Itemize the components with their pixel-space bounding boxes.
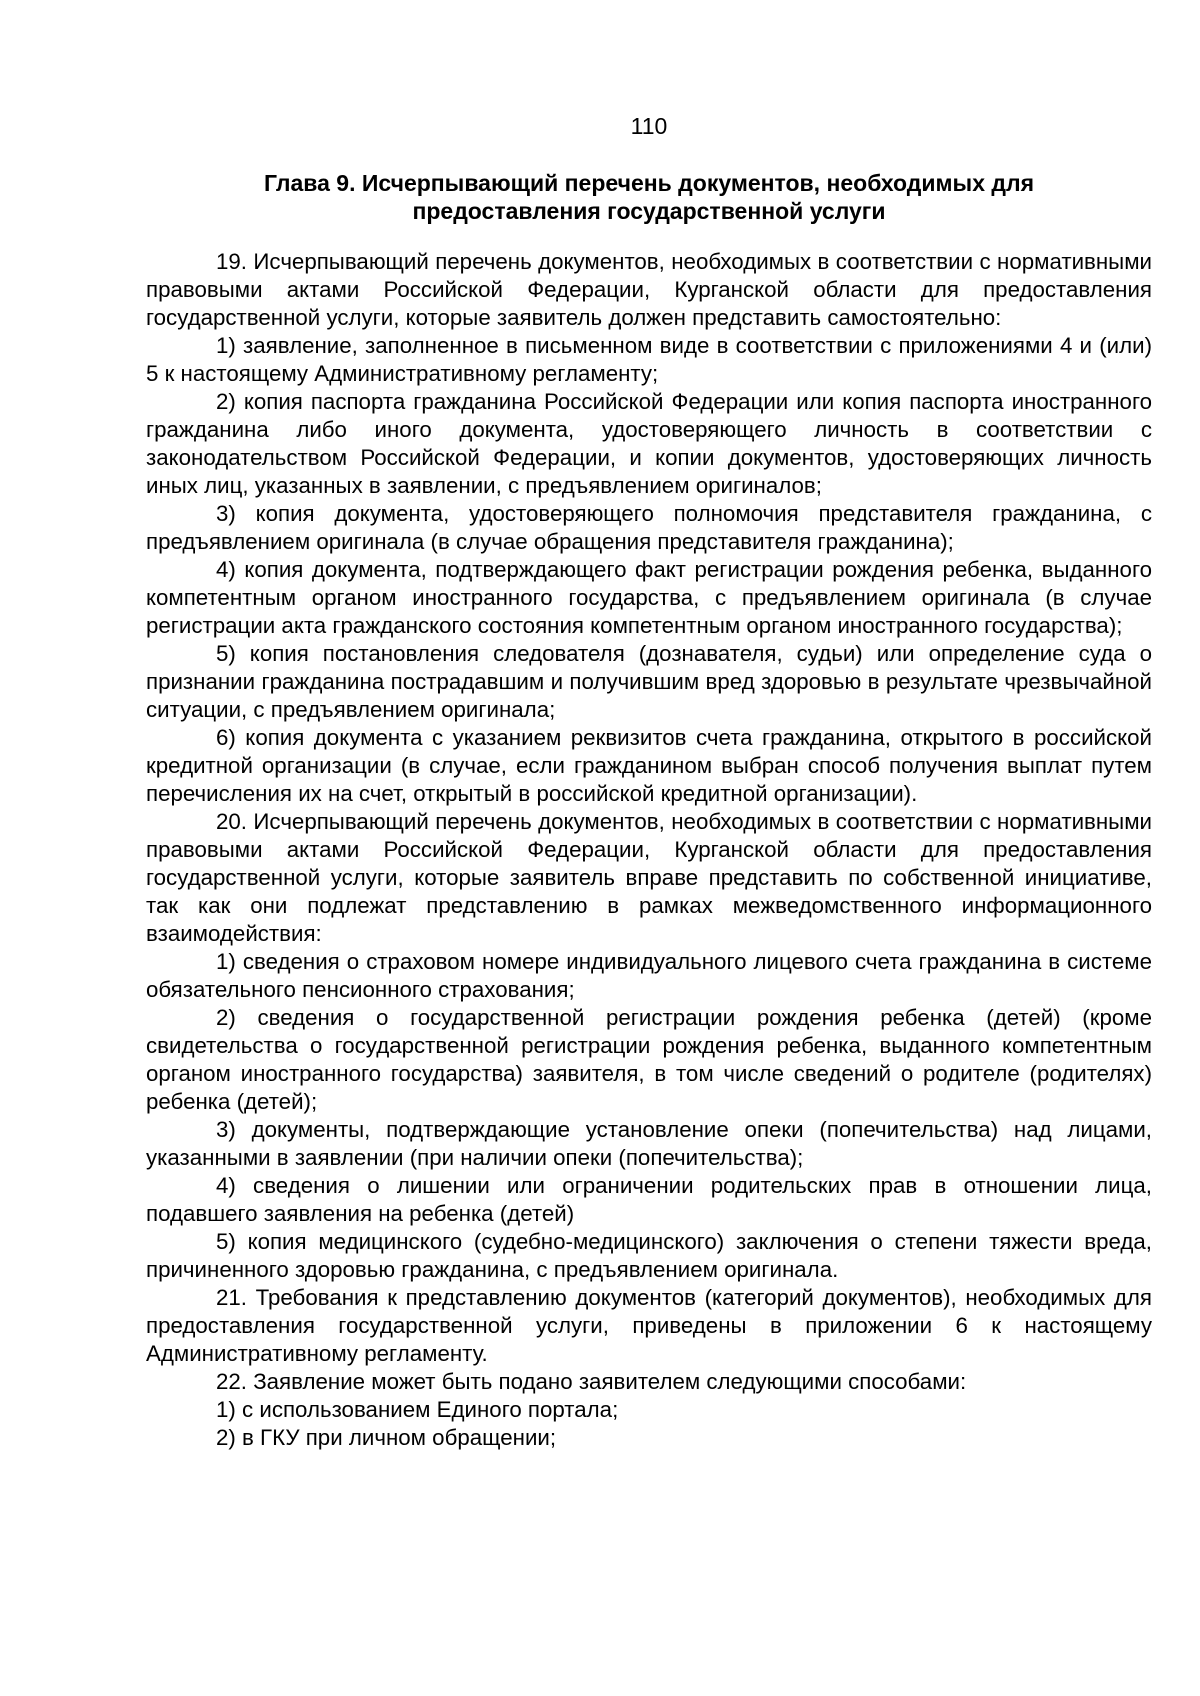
- paragraph-20-item-1: 1) сведения о страховом номере индивидуального лицевого счета гражданина в системе обязательного пенсионного страхования;: [146, 949, 1152, 1002]
- paragraph-19-item-2: 2) копия паспорта гражданина Российской Федерации или копия паспорта иностранного гражданина либо иного документа, удостоверяющего личность в соответствии с законодательством Российской Федерации, и копии документов, удостоверяющих личность иных лиц, указанных в заявлении, с предъявлением оригиналов;: [146, 389, 1152, 498]
- page-number: 110: [630, 113, 668, 139]
- paragraph-19-item-5: 5) копия постановления следователя (дознавателя, судьи) или определение суда о признании гражданина пострадавшим и получившим вред здоровью в результате чрезвычайной ситуации, с предъявлением оригинала;: [146, 641, 1152, 722]
- paragraph-22-item-1: 1) с использованием Единого портала;: [216, 1397, 619, 1422]
- document-body: [146, 248, 1152, 1452]
- paragraph-20-item-5: 5) копия медицинского (судебно-медицинского) заключения о степени тяжести вреда, причиненного здоровью гражданина, с предъявлением оригинала.: [146, 1229, 1152, 1282]
- paragraph-22: 22. Заявление может быть подано заявителем следующими способами:: [216, 1369, 967, 1394]
- paragraph-20: 20. Исчерпывающий перечень документов, необходимых в соответствии с нормативными правовыми актами Российской Федерации, Курганской области для предоставления государственной услуги, которые заявитель вправе представить по собственной инициативе, так как они подлежат представлению в рамках межведомственного информационного взаимодействия:: [146, 809, 1152, 946]
- paragraph-19-item-1: 1) заявление, заполненное в письменном виде в соответствии с приложениями 4 и (или) 5 к настоящему Административному регламенту;: [146, 333, 1152, 386]
- paragraph-19-item-6: 6) копия документа с указанием реквизитов счета гражданина, открытого в российской кредитной организации (в случае, если гражданином выбран способ получения выплат путем перечисления их на счет, открытый в российской кредитной организации).: [146, 725, 1152, 806]
- paragraph-19-item-4: 4) копия документа, подтверждающего факт регистрации рождения ребенка, выданного компетентным органом иностранного государства, с предъявлением оригинала (в случае регистрации акта гражданского состояния компетентным органом иностранного государства);: [146, 557, 1152, 638]
- chapter-title: [146, 169, 1152, 225]
- chapter-title-line-2: предоставления государственной услуги: [412, 198, 886, 224]
- paragraph-19: 19. Исчерпывающий перечень документов, необходимых в соответствии с нормативными правовыми актами Российской Федерации, Курганской области для предоставления государственной услуги, которые заявитель должен представить самостоятельно:: [146, 249, 1152, 330]
- paragraph-21: 21. Требования к представлению документов (категорий документов), необходимых для предоставления государственной услуги, приведены в приложении 6 к настоящему Административному регламенту.: [146, 1285, 1152, 1366]
- paragraph-20-item-4: 4) сведения о лишении или ограничении родительских прав в отношении лица, подавшего заявления на ребенка (детей): [146, 1173, 1152, 1226]
- paragraph-19-item-3: 3) копия документа, удостоверяющего полномочия представителя гражданина, с предъявлением оригинала (в случае обращения представителя гражданина);: [146, 501, 1152, 554]
- paragraph-20-item-3: 3) документы, подтверждающие установление опеки (попечительства) над лицами, указанными в заявлении (при наличии опеки (попечительства);: [146, 1117, 1152, 1170]
- document-page: [146, 112, 1152, 1452]
- chapter-title-line-1: Глава 9. Исчерпывающий перечень документов, необходимых для: [263, 170, 1035, 196]
- paragraph-20-item-2: 2) сведения о государственной регистрации рождения ребенка (детей) (кроме свидетельства о государственной регистрации рождения ребенка, выданного компетентным органом иностранного государства) заявителя, в том числе сведений о родителе (родителях) ребенка (детей);: [146, 1005, 1152, 1114]
- paragraph-22-item-2: 2) в ГКУ при личном обращении;: [216, 1425, 557, 1450]
